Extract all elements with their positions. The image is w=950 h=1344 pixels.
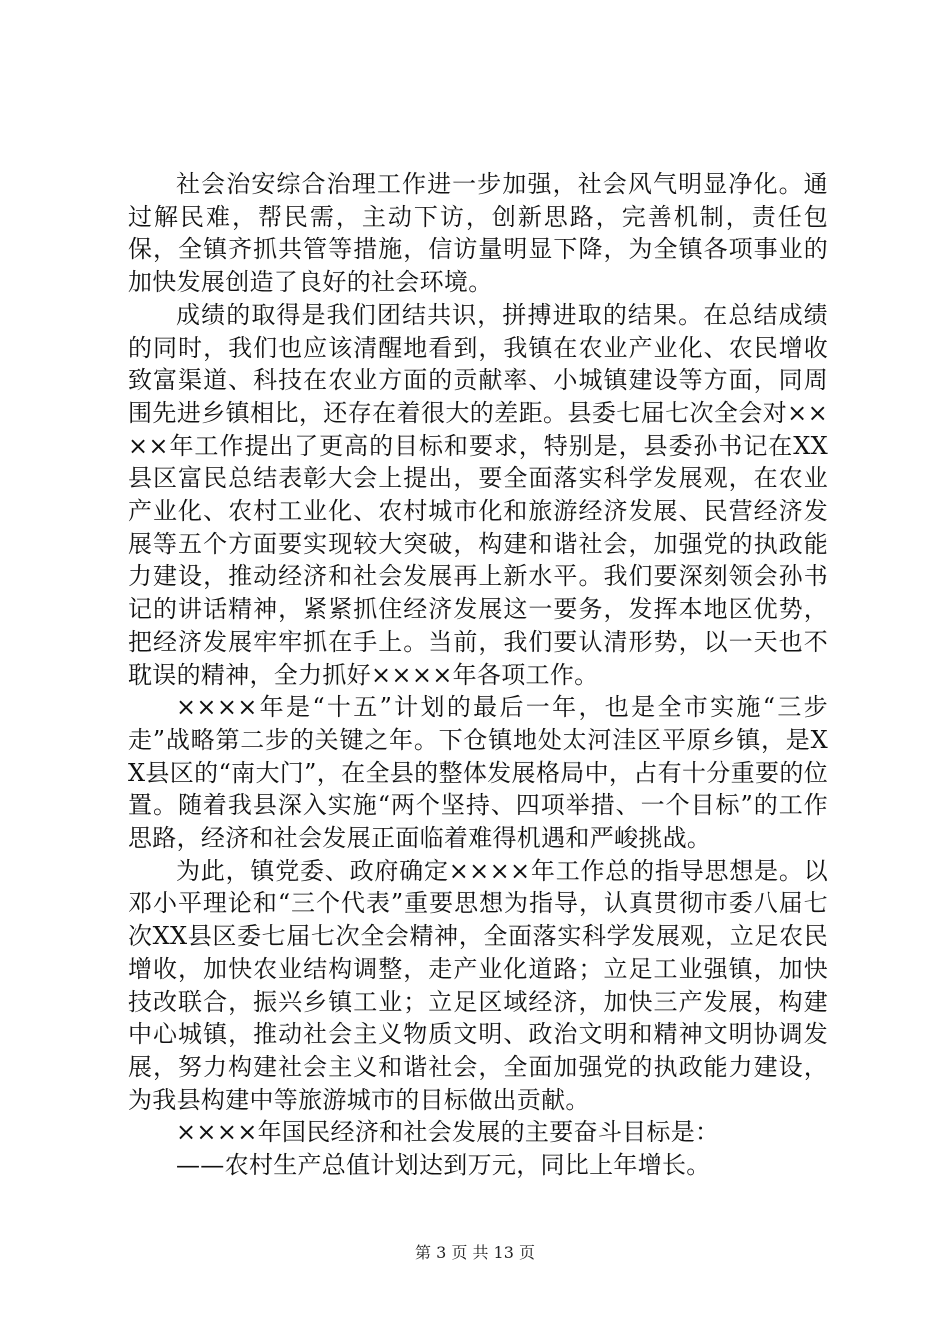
paragraph-rural-output: ——农村生产总值计划达到万元，同比上年增长。 (176, 1151, 711, 1180)
document-body (128, 168, 828, 1182)
paragraph-five-year-plan: ××××年是“十五”计划的最后一年，也是全市实施“三步走”战略第二步的关键之年。下仓镇地处太河洼区平原乡镇，是XX县区的“南大门”，在全县的整体发展格局中，占有十分重要的位置。随着我县深入实施“两个坚持、四项举措、一个目标”的工作思路，经济和社会发展正面临着难得机遇和严峻挑战。 (128, 693, 828, 853)
page-number-label: 第 3 页 共 13 页 (415, 1243, 535, 1262)
paragraph-main-goals: ××××年国民经济和社会发展的主要奋斗目标是： (176, 1118, 720, 1147)
paragraph-guiding-thought: 为此，镇党委、政府确定××××年工作总的指导思想是。以邓小平理论和“三个代表”重要思想为指导，认真贯彻市委八届七次XX县区委七届七次全会精神，全面落实科学发展观，立足农民增收，加快农业结构调整，走产业化道路；立足工业强镇，加快技改联合，振兴乡镇工业；立足区域经济，加快三产发展，构建中心城镇，推动社会主义物质文明、政治文明和精神文明协调发展，努力构建社会主义和谐社会，全面加强党的执政能力建设，为我县构建中等旅游城市的目标做出贡献。 (128, 856, 828, 1114)
paragraph-achievements-gap: 成绩的取得是我们团结共识，拼搏进取的结果。在总结成绩的同时，我们也应该清醒地看到，我镇在农业产业化、农民增收致富渠道、科技在农业方面的贡献率、小城镇建设等方面，同周围先进乡镇相比，还存在着很大的差距。县委七届七次全会对××××年工作提出了更高的目标和要求，特别是，县委孙书记在XX县区富民总结表彰大会上提出，要全面落实科学发展观，在农业产业化、农村工业化、农村城市化和旅游经济发展、民营经济发展等五个方面要实现较大突破，构建和谐社会，加强党的执政能力建设，推动经济和社会发展再上新水平。我们要深刻领会孙书记的讲话精神，紧紧抓住经济发展这一要务，发挥本地区优势，把经济发展牢牢抓在手上。当前，我们要认清形势，以一天也不耽误的精神，全力抓好××××年各项工作。 (128, 300, 828, 689)
paragraph-public-security: 社会治安综合治理工作进一步加强，社会风气明显净化。通过解民难，帮民需，主动下访，创新思路，完善机制，责任包保，全镇齐抓共管等措施，信访量明显下降，为全镇各项事业的加快发展创造了良好的社会环境。 (128, 170, 828, 297)
page-footer (0, 1243, 950, 1263)
